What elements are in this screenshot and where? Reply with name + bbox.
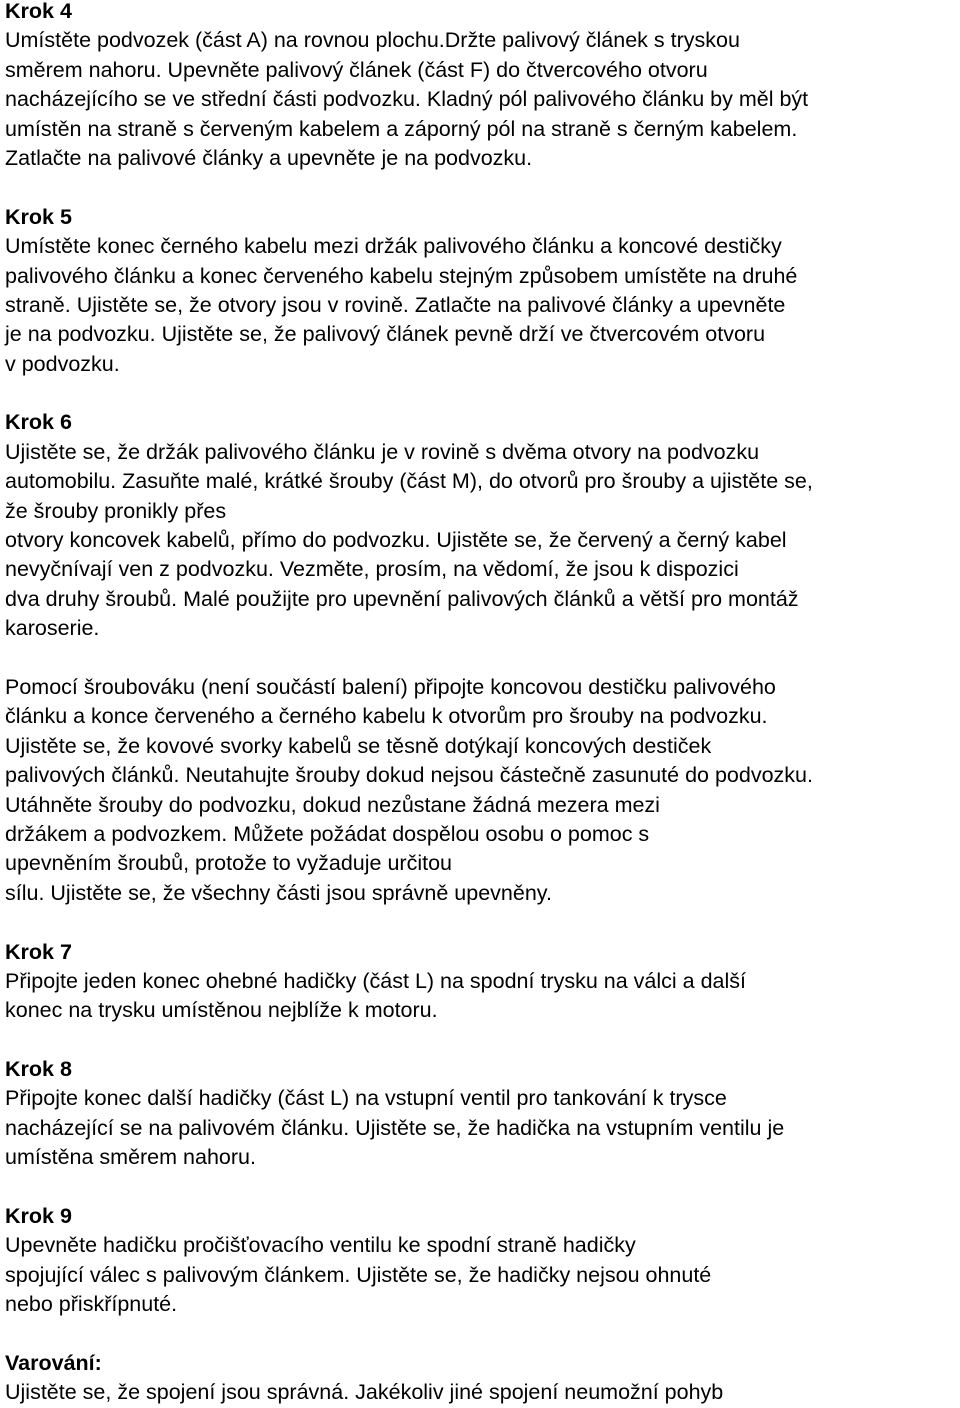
- warning-heading: Varování:: [5, 1350, 102, 1375]
- paragraph-line: Pomocí šroubováku (není součástí balení) připojte koncovou destičku palivového: [5, 674, 776, 699]
- paragraph-line: Umístěte podvozek (část A) na rovnou plochu.Držte palivový článek s tryskou: [5, 28, 740, 53]
- spacer: [5, 379, 960, 408]
- paragraph-line: palivového článku a konec červeného kabelu stejným způsobem umístěte na druhé: [5, 263, 798, 288]
- paragraph-line: straně. Ujistěte se, že otvory jsou v rovině. Zatlačte na palivové články a upevněte: [5, 292, 786, 317]
- paragraph-line: Umístěte konec černého kabelu mezi držák palivového článku a koncové destičky: [5, 234, 782, 259]
- paragraph-line: v podvozku.: [5, 351, 120, 376]
- paragraph-line: Ujistěte se, že kovové svorky kabelů se těsně dotýkají koncových destiček: [5, 733, 712, 758]
- section-krok-6: [5, 408, 960, 643]
- paragraph-line: Zatlačte na palivové články a upevněte je na podvozku.: [5, 145, 533, 170]
- paragraph-line: je na podvozku. Ujistěte se, že palivový článek pevně drží ve čtvercovém otvoru: [5, 322, 766, 347]
- paragraph-line: sílu. Ujistěte se, že všechny části jsou správně upevněny.: [5, 880, 552, 905]
- section-krok-5: [5, 203, 960, 379]
- section-heading: Krok 7: [5, 939, 72, 964]
- spacer: [5, 1320, 960, 1349]
- spacer: [5, 644, 960, 673]
- paragraph-line: Upevněte hadičku pročišťovacího ventilu ke spodní straně hadičky: [5, 1233, 636, 1258]
- paragraph-line: že šrouby pronikly přes: [5, 498, 227, 523]
- section-krok-7: [5, 938, 960, 1026]
- paragraph-line: Ujistěte se, že držák palivového článku je v rovině s dvěma otvory na podvozku: [5, 439, 760, 464]
- section-krok-4: [5, 0, 960, 173]
- paragraph-line: článku a konce červeného a černého kabelu k otvorům pro šrouby na podvozku.: [5, 704, 768, 729]
- paragraph-line: umístěn na straně s červeným kabelem a záporný pól na straně s černým kabelem.: [5, 116, 798, 141]
- spacer: [5, 1173, 960, 1202]
- paragraph-line: Připojte jeden konec ohebné hadičky (část L) na spodní trysku na válci a další: [5, 968, 746, 993]
- section-heading: Krok 6: [5, 410, 72, 435]
- section-heading: Krok 4: [5, 0, 72, 23]
- section-warning: [5, 1349, 960, 1408]
- spacer: [5, 1026, 960, 1055]
- paragraph-line: Utáhněte šrouby do podvozku, dokud nezůstane žádná mezera mezi: [5, 792, 660, 817]
- spacer: [5, 908, 960, 937]
- paragraph-line: konec na trysku umístěnou nejblíže k motoru.: [5, 998, 438, 1023]
- paragraph-line: Připojte konec další hadičky (část L) na vstupní ventil pro tankování k trysce: [5, 1086, 727, 1111]
- paragraph-line: směrem nahoru. Upevněte palivový článek (část F) do čtvercového otvoru: [5, 57, 708, 82]
- spacer: [5, 173, 960, 202]
- paragraph-line: Ujistěte se, že spojení jsou správná. Jakékoliv jiné spojení neumožní pohyb: [5, 1380, 724, 1405]
- document-page: [5, 0, 960, 1408]
- section-heading: Krok 5: [5, 204, 72, 229]
- section-screw-instructions: [5, 673, 960, 908]
- paragraph-line: držákem a podvozkem. Můžete požádat dospělou osobu o pomoc s: [5, 821, 650, 846]
- paragraph-line: umístěna směrem nahoru.: [5, 1145, 256, 1170]
- paragraph-line: palivových článků. Neutahujte šrouby dokud nejsou částečně zasunuté do podvozku.: [5, 763, 813, 788]
- paragraph-line: dva druhy šroubů. Malé použijte pro upevnění palivových článků a větší pro montáž: [5, 586, 799, 611]
- paragraph-line: karoserie.: [5, 616, 100, 641]
- paragraph-line: spojující válec s palivovým článkem. Ujistěte se, že hadičky nejsou ohnuté: [5, 1262, 712, 1287]
- paragraph-line: automobilu. Zasuňte malé, krátké šrouby (část M), do otvorů pro šrouby a ujistěte se,: [5, 469, 813, 494]
- section-heading: Krok 8: [5, 1057, 72, 1082]
- paragraph-line: nebo přiskřípnuté.: [5, 1292, 178, 1317]
- section-heading: Krok 9: [5, 1204, 72, 1229]
- section-krok-8: [5, 1055, 960, 1173]
- paragraph-line: otvory koncovek kabelů, přímo do podvozku. Ujistěte se, že červený a černý kabel: [5, 528, 787, 553]
- paragraph-line: nacházejícího se ve střední části podvozku. Kladný pól palivového článku by měl být: [5, 87, 809, 112]
- paragraph-line: upevněním šroubů, protože to vyžaduje určitou: [5, 851, 452, 876]
- paragraph-line: nacházející se na palivovém článku. Ujistěte se, že hadička na vstupním ventilu je: [5, 1115, 785, 1140]
- section-krok-9: [5, 1202, 960, 1320]
- paragraph-line: nevyčnívají ven z podvozku. Vezměte, prosím, na vědomí, že jsou k dispozici: [5, 557, 739, 582]
